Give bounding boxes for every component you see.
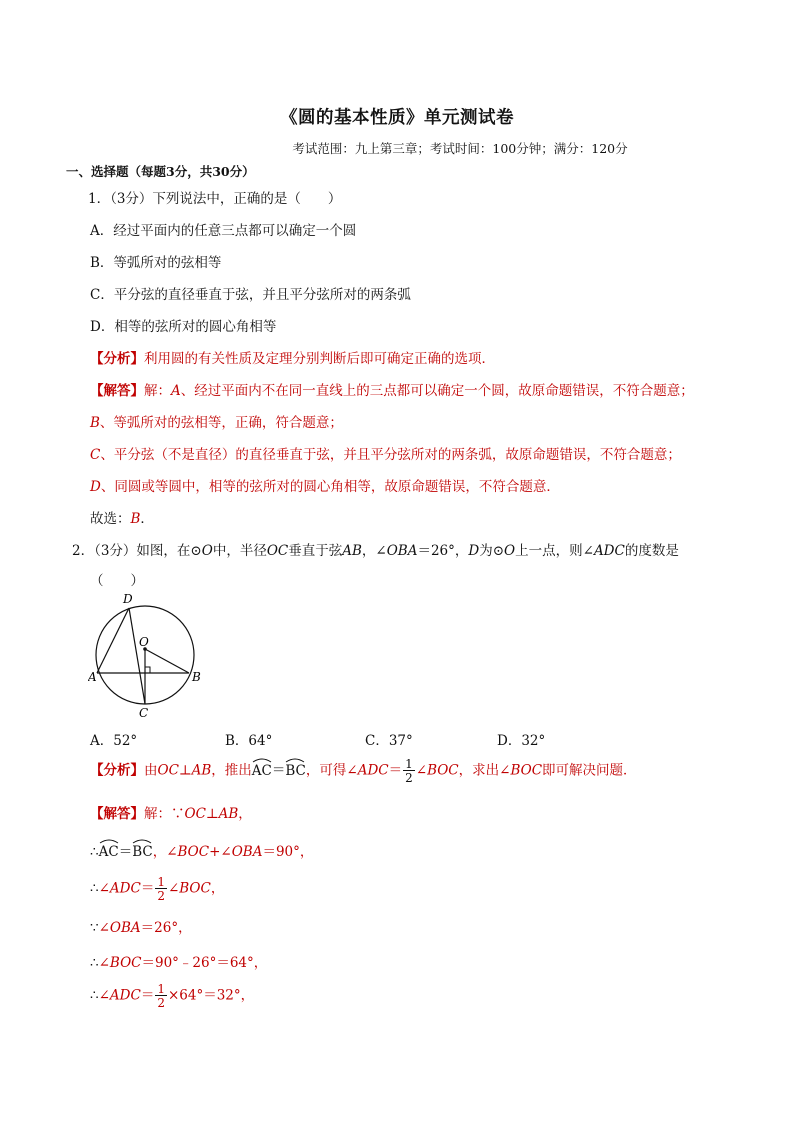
q1-answer-line-a (90, 379, 694, 399)
q1-option-d: D．相等的弦所对的圆心角相等 (90, 319, 277, 335)
answer-text: 、等弧所对的弦相等，正确，符合题意； (99, 415, 343, 431)
analysis-label: 【分析】 (90, 762, 144, 779)
q1-stem: 1．（3分）下列说法中，正确的是（ ） (88, 191, 342, 207)
q2-option-c: C．37° (365, 733, 413, 749)
exam-info: 考试范围：九上第三章；考试时间：100分钟；满分：120分 (292, 141, 628, 156)
answer-text: 、平分弦（不是直径）的直径垂直于弦，并且平分弦所对的两条弧，故原命题错误，不符合题意； (100, 447, 681, 463)
q1-option-a: A．经过平面内的任意三点都可以确定一个圆 (90, 223, 357, 239)
label-o: O (139, 635, 149, 649)
choice-label: 故选： (90, 511, 131, 527)
label-b: B (192, 670, 201, 684)
q1-option-c: C．平分弦的直径垂直于弦，并且平分弦所对的两条弧 (90, 287, 411, 303)
q2-solution-line-3: ∴∠ADC＝ $\frac{1}{2}$ ∠BOC， (90, 875, 225, 903)
q2-solution-line-6: ∴∠ADC＝ $\frac{1}{2}$ ×64°＝32°， (90, 982, 255, 1010)
geometry-diagram (88, 585, 208, 720)
arc-bc: BC (285, 760, 306, 779)
right-angle-mark (145, 667, 150, 673)
q1-answer-line-d (90, 475, 560, 495)
q2-answer-paren: （ ） (90, 573, 144, 589)
analysis-label: 【分析】 (90, 351, 144, 367)
choice-end: ． (140, 511, 154, 527)
page-title: 《圆的基本性质》单元测试卷 (280, 108, 514, 128)
segment-dc (129, 608, 145, 704)
q2-stem: 2．（3分）如图，在⊙O中，半径OC垂直于弦AB，∠OBA＝26°，D为⊙O上一点，则∠ADC的度数是 (72, 543, 679, 559)
circle-figure (88, 585, 208, 724)
answer-label: 【解答】 (90, 806, 144, 822)
q2-solution-line-2: ∴ AC＝ BC，∠BOC+∠OBA＝90°， (90, 840, 313, 860)
answer-letter: C (90, 447, 101, 463)
choice-letter: B (130, 511, 141, 527)
fraction-half: $\frac{1}{2}$ (157, 982, 165, 1010)
label-c: C (139, 706, 149, 720)
q2-option-b: B．64° (225, 733, 273, 749)
label-d: D (123, 592, 133, 606)
answer-text: 、同圆或等圆中，相等的弦所对的圆心角相等，故原命题错误，不符合题意． (100, 479, 560, 495)
answer-letter: B (90, 415, 100, 431)
q1-answer-line-b (90, 411, 343, 431)
answer-letter: A (171, 383, 181, 399)
answer-label: 【解答】 (90, 383, 144, 399)
q1-option-b: B．等弧所对的弦相等 (90, 255, 222, 271)
radius-ob (145, 649, 189, 673)
section-heading: 一、选择题（每题3分，共30分） (66, 164, 255, 179)
q2-analysis: 【分析】由OC⊥AB，推出 AC＝ BC，可得∠ADC＝ $\frac{1}{2}$ ∠BOC，求出∠BOC即可解决问题． (90, 757, 637, 785)
answer-text: 、经过平面内不在同一直线上的三点都可以确定一个圆，故原命题错误，不符合题意； (180, 383, 694, 399)
fraction-half: $\frac{1}{2}$ (405, 757, 413, 785)
arc-bc: BC (132, 841, 153, 860)
q2-solution-line-5: ∴∠BOC＝90°﹣26°＝64°， (90, 955, 268, 971)
answer-letter: D (90, 479, 101, 495)
q2-option-a: A．52° (90, 733, 138, 749)
fraction-half: $\frac{1}{2}$ (157, 875, 165, 903)
label-a: A (88, 670, 97, 684)
q1-analysis (90, 347, 495, 367)
arc-ac: AC (99, 841, 119, 860)
answer-intro: 解： (144, 383, 171, 399)
q1-answer-line-c (90, 443, 681, 463)
q2-solution-line-1: 【解答】解：∵OC⊥AB， (90, 806, 252, 822)
q2-option-d: D．32° (497, 733, 546, 749)
q1-choice (90, 507, 154, 527)
arc-ac: AC (252, 760, 272, 779)
q2-solution-line-4: ∵∠OBA＝26°， (90, 920, 192, 936)
analysis-text: 利用圆的有关性质及定理分别判断后即可确定正确的选项． (144, 351, 495, 367)
